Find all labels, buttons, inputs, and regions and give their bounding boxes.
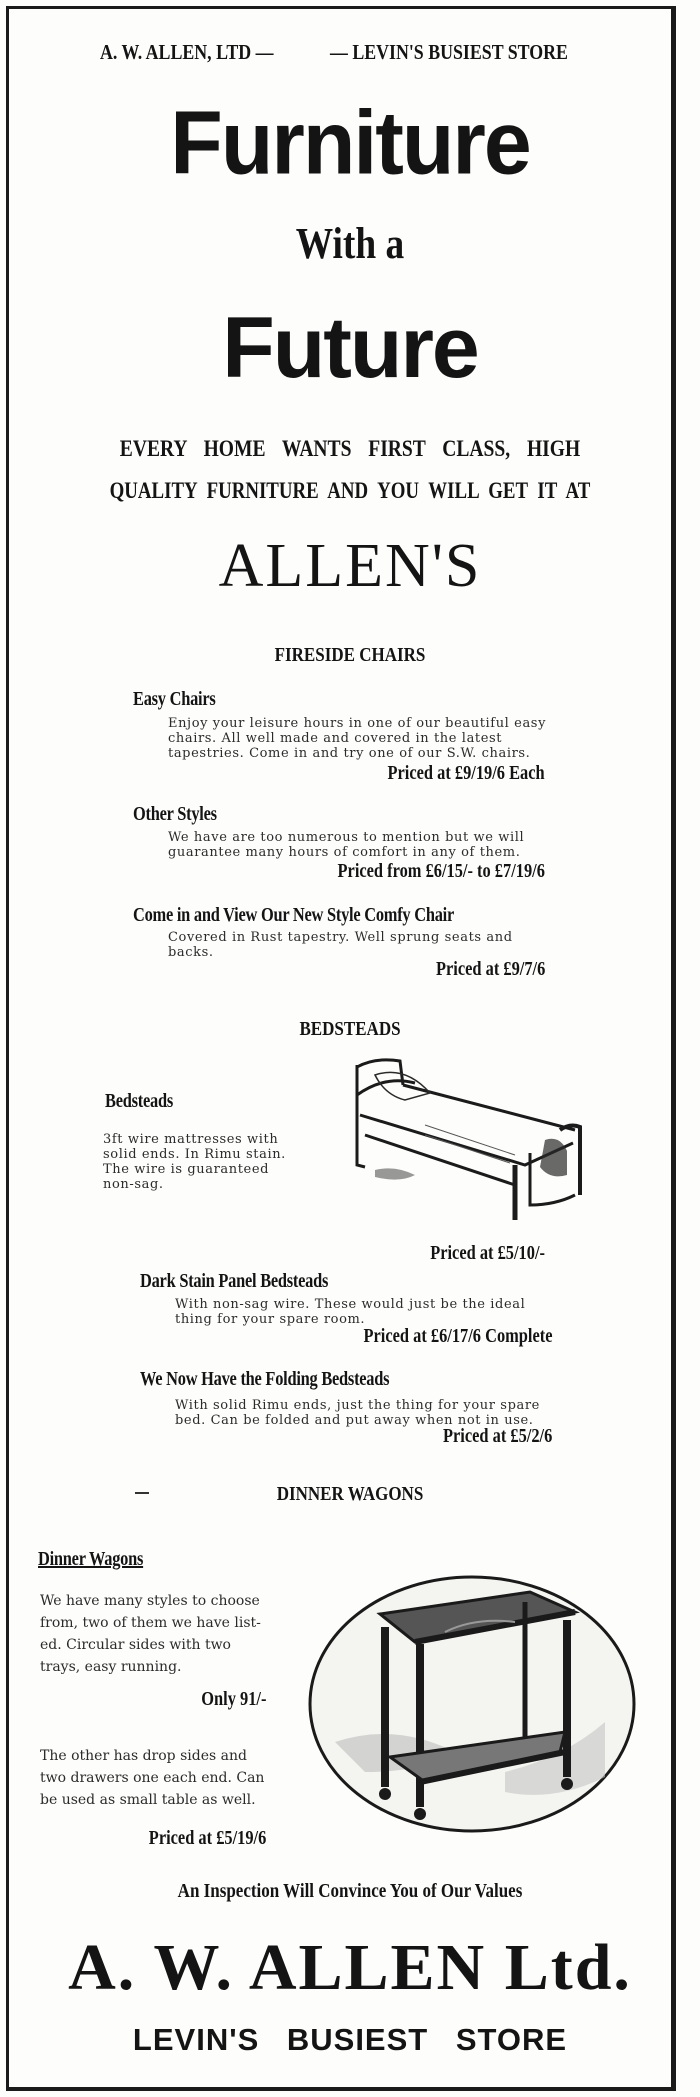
intro-line-1: EVERY HOME WANTS FIRST CLASS, HIGH: [119, 436, 581, 461]
wagons-price-2: Priced at £5/19/6: [148, 1827, 266, 1849]
brand-allens: ALLEN'S: [218, 532, 482, 600]
bedsteads-heading: BEDSTEADS: [299, 1018, 401, 1040]
other-styles-desc-2: guarantee many hours of comfort in any of them.: [168, 845, 521, 860]
folding-desc-2: bed. Can be folded and put away when not in use.: [175, 1413, 534, 1428]
easy-chairs-desc-3: tapestries. Come in and try one of our S.W. chairs.: [168, 746, 531, 761]
dark-stain-price: Priced at £6/17/6 Complete: [362, 1325, 552, 1347]
other-styles-title: Other Styles: [133, 803, 217, 825]
footer-tagline: An Inspection Will Convince You of Our Values: [177, 1880, 523, 1902]
wagons-desc2-line-2: two drawers one each end. Can: [40, 1770, 265, 1786]
bedsteads-desc-1: 3ft wire mattresses with: [103, 1132, 279, 1147]
bedsteads-price: Priced at £5/10/-: [430, 1242, 545, 1264]
bedsteads-desc-4: non-sag.: [103, 1177, 164, 1192]
bedsteads-desc-2: solid ends. In Rimu stain.: [103, 1147, 286, 1162]
wagons-price-1: Only 91/-: [200, 1688, 266, 1710]
easy-chairs-desc-1: Enjoy your leisure hours in one of our beautiful easy: [168, 716, 547, 731]
folding-desc-1: With solid Rimu ends, just the thing for your spare: [175, 1398, 540, 1413]
dark-stain-title: Dark Stain Panel Bedsteads: [140, 1270, 329, 1292]
folding-price: Priced at £5/2/6: [442, 1425, 552, 1447]
fireside-heading: FIRESIDE CHAIRS: [274, 644, 426, 666]
bedsteads-title: Bedsteads: [105, 1090, 173, 1112]
dark-stain-desc-2: thing for your spare room.: [175, 1312, 366, 1327]
comfy-chair-price: Priced at £9/7/6: [435, 958, 545, 980]
intro-line-2: QUALITY FURNITURE AND YOU WILL GET IT AT: [109, 478, 591, 503]
footer-company: A. W. ALLEN Ltd.: [68, 1931, 632, 2004]
headline-with-a: With a: [295, 219, 405, 268]
masthead-right: — LEVIN'S BUSIEST STORE: [330, 40, 568, 64]
other-styles-price: Priced from £6/15/- to £7/19/6: [337, 860, 545, 882]
wagons-desc1-line-4: trays, easy running.: [40, 1659, 182, 1675]
bed-illustration: [345, 1055, 590, 1225]
comfy-chair-desc-2: backs.: [168, 945, 214, 960]
dinner-wagons-heading: DINNER WAGONS: [276, 1483, 424, 1505]
comfy-chair-desc-1: Covered in Rust tapestry. Well sprung seats and: [168, 930, 513, 945]
bedsteads-desc-3: The wire is guaranteed: [103, 1162, 270, 1177]
comfy-chair-title: Come in and View Our New Style Comfy Chair: [133, 904, 455, 926]
headline-future: Future: [222, 300, 478, 396]
wagons-desc2-line-1: The other has drop sides and: [40, 1748, 247, 1764]
folding-bedsteads-title: We Now Have the Folding Bedsteads: [140, 1368, 390, 1390]
masthead-left: A. W. ALLEN, LTD —: [100, 40, 274, 64]
dark-stain-desc-1: With non-sag wire. These would just be the ideal: [175, 1297, 526, 1312]
footer-store: LEVIN'S BUSIEST STORE: [132, 2022, 568, 2057]
wagons-desc1-line-2: from, two of them we have list-: [40, 1615, 261, 1631]
other-styles-desc-1: We have are too numerous to mention but we will: [168, 830, 525, 845]
wagons-desc2-line-3: be used as small table as well.: [40, 1792, 256, 1808]
wagons-desc1-line-3: ed. Circular sides with two: [40, 1637, 231, 1653]
easy-chairs-desc-2: chairs. All well made and covered in the latest: [168, 731, 503, 746]
headline-furniture: Furniture: [170, 92, 530, 194]
dinner-wagons-title: Dinner Wagons: [38, 1548, 144, 1570]
easy-chairs-title: Easy Chairs: [133, 688, 216, 710]
dinner-wagon-illustration: [305, 1572, 640, 1837]
wagons-desc1-line-1: We have many styles to choose: [40, 1593, 260, 1609]
easy-chairs-price: Priced at £9/19/6 Each: [387, 762, 545, 784]
